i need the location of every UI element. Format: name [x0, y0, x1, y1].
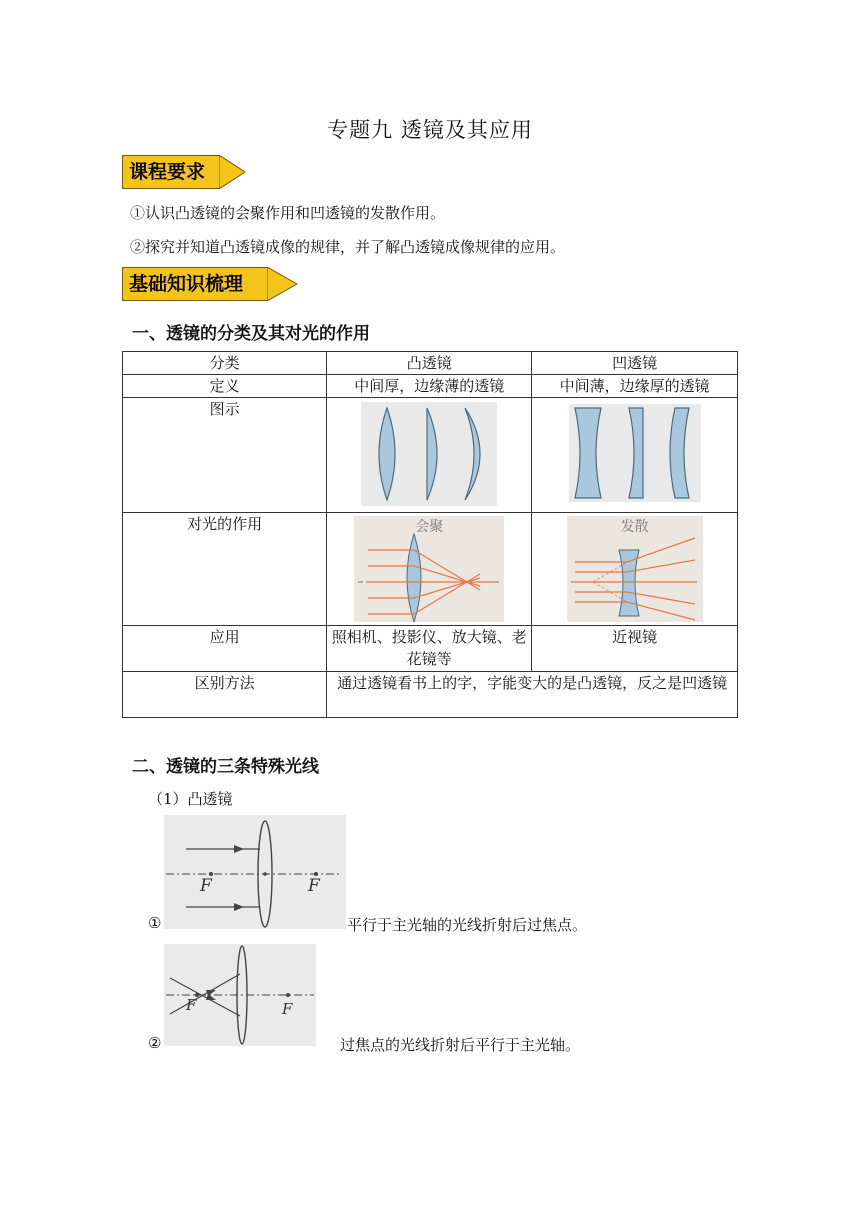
table-cell: 图示 — [123, 398, 327, 513]
lens-table — [122, 351, 738, 718]
table-cell: 凸透镜 — [327, 352, 532, 375]
table-cell: 应用 — [123, 626, 327, 672]
table-row — [123, 672, 738, 718]
item-marker: ② — [148, 1034, 162, 1052]
table-cell — [327, 513, 532, 626]
table-cell: 对光的作用 — [123, 513, 327, 626]
parallel-ray-diagram-icon — [164, 815, 346, 929]
convex-lens-shapes-icon — [361, 402, 497, 506]
concave-divergence-figure — [567, 516, 703, 622]
table-cell — [327, 398, 532, 513]
focus-label: F — [282, 1000, 293, 1018]
table-cell: 中间厚，边缘薄的透镜 — [327, 375, 532, 398]
table-cell: 分类 — [123, 352, 327, 375]
item-marker: ① — [148, 914, 162, 932]
table-cell: 区别方法 — [123, 672, 327, 718]
focus-label: F — [186, 996, 197, 1014]
course-requirements-banner — [122, 155, 246, 189]
figure-caption: 发散 — [620, 519, 649, 535]
basic-knowledge-banner — [122, 267, 298, 301]
table-cell: 近视镜 — [532, 626, 738, 672]
parallel-ray-figure — [164, 815, 346, 929]
requirement-item: ①认识凸透镜的会聚作用和凹透镜的发散作用。 — [130, 204, 446, 222]
table-row — [123, 513, 738, 626]
ray-rule-text: 平行于主光轴的光线折射后过焦点。 — [347, 916, 588, 934]
table-cell: 定义 — [123, 375, 327, 398]
section-heading: 一、透镜的分类及其对光的作用 — [132, 324, 370, 344]
divergence-rays-icon — [567, 516, 703, 622]
page-title: 专题九 透镜及其应用 — [327, 118, 533, 142]
table-row — [123, 352, 738, 375]
focus-label: F — [200, 876, 212, 896]
table-row — [123, 398, 738, 513]
table-cell: 凹透镜 — [532, 352, 738, 375]
banner-arrow-icon — [219, 155, 246, 189]
focus-ray-diagram-icon — [164, 944, 316, 1046]
section-heading: 二、透镜的三条特殊光线 — [132, 757, 319, 777]
table-cell: 照相机、投影仪、放大镜、老花镜等 — [327, 626, 532, 672]
table-cell — [532, 513, 738, 626]
focus-ray-figure — [164, 944, 316, 1046]
banner-label: 课程要求 — [122, 155, 220, 189]
convex-convergence-figure — [354, 516, 504, 622]
table-row — [123, 375, 738, 398]
table-cell: 通过透镜看书上的字，字能变大的是凸透镜，反之是凹透镜 — [327, 672, 738, 718]
table-row — [123, 626, 738, 672]
table-cell: 中间薄，边缘厚的透镜 — [532, 375, 738, 398]
concave-lens-shapes-icon — [569, 404, 701, 502]
banner-label: 基础知识梳理 — [122, 267, 268, 301]
subheading: （1）凸透镜 — [148, 790, 233, 808]
ray-rule-text: 过焦点的光线折射后平行于主光轴。 — [340, 1036, 581, 1054]
table-cell — [532, 398, 738, 513]
figure-caption: 会聚 — [415, 519, 444, 535]
banner-arrow-icon — [267, 267, 298, 301]
requirement-item: ②探究并知道凸透镜成像的规律，并了解凸透镜成像规律的应用。 — [130, 238, 566, 256]
convergence-rays-icon — [354, 516, 504, 622]
focus-label: F — [308, 876, 320, 896]
